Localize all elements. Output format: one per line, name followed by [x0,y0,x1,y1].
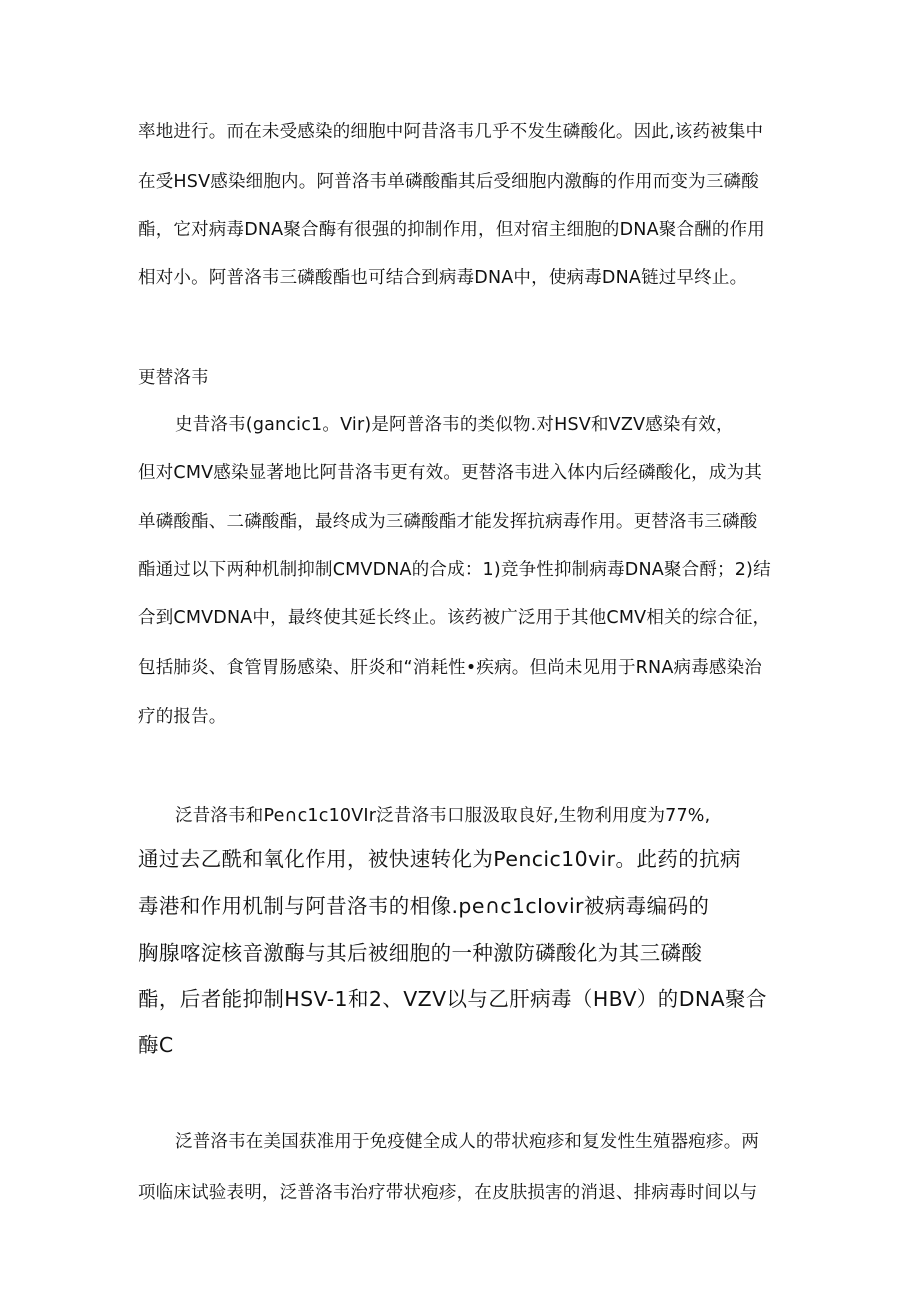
paragraph4-line: 项临床试验表明，泛普洛韦治疗带状疱疹，在皮肤损害的消退、排病毒时间以与 [138,1183,758,1203]
paragraph2-line: 包括肺炎、食管胃肠感染、肝炎和“消耗性•疾病。但尚未见用于RNA病毒感染治 [138,658,763,678]
paragraph3-line: 胸腺喀淀核音激酶与其后被细胞的一种激防磷酸化为其三磷酸 [138,941,703,965]
paragraph2-line: 酯通过以下两种机制抑制CMVDNA的合成：1)竞争性抑制病毒DNA聚合酹；2)结 [138,560,771,580]
paragraph3-line: 毒港和作用机制与阿昔洛韦的相像.pe∩c1cIovir被病毒编码的 [138,894,710,918]
paragraph2-line: 史昔洛韦(gancic1。Vir)是阿普洛韦的类似物.对HSV和VZV感染有效， [175,415,734,435]
paragraph1-line: 率地进行。而在未受感染的细胞中阿昔洛韦几乎不发生磷酸化。因此,该药被集中 [138,122,764,142]
paragraph3-line: 酯，后者能抑制HSV-1和2、VZV以与乙肝病毒（HBV）的DNA聚合 [138,987,767,1011]
paragraph3-line: 酶C [138,1033,174,1057]
paragraph3-line: 泛昔洛韦和Pe∩c1c10VIr泛昔洛韦口服汲取良好,生物利用度为77%, [175,806,711,826]
paragraph2-line: 但对CMV感染显著地比阿昔洛韦更有效。更替洛韦进入体内后经磷酸化，成为其 [138,463,762,483]
paragraph2-line: 合到CMVDNA中，最终使其延长终止。该药被广泛用于其他CMV相关的综合征， [138,608,771,628]
paragraph2-line: 疗的报告。 [138,707,227,727]
paragraph1-line: 在受HSV感染细胞内。阿普洛韦单磷酸酯其后受细胞内激酶的作用而变为三磷酸 [138,172,759,192]
paragraph2-line: 单磷酸酯、二磷酸酯，最终成为三磷酸酯才能发挥抗病毒作用。更替洛韦三磷酸 [138,512,758,532]
paragraph1-line: 酯，它对病毒DNA聚合酶有很强的抑制作用，但对宿主细胞的DNA聚合酬的作用 [138,220,765,240]
paragraph3-line: 通过去乙酰和氧化作用，被快速转化为Pencic10vir。此药的抗病 [138,847,741,871]
section-heading: 更替洛韦 [138,368,209,388]
paragraph1-line: 相对小。阿普洛韦三磷酸酯也可结合到病毒DNA中，使病毒DNA链过早终止。 [138,268,748,288]
paragraph4-line: 泛普洛韦在美国获准用于免疫健全成人的带状疱疹和复发性生殖器疱疹。两 [175,1132,760,1152]
